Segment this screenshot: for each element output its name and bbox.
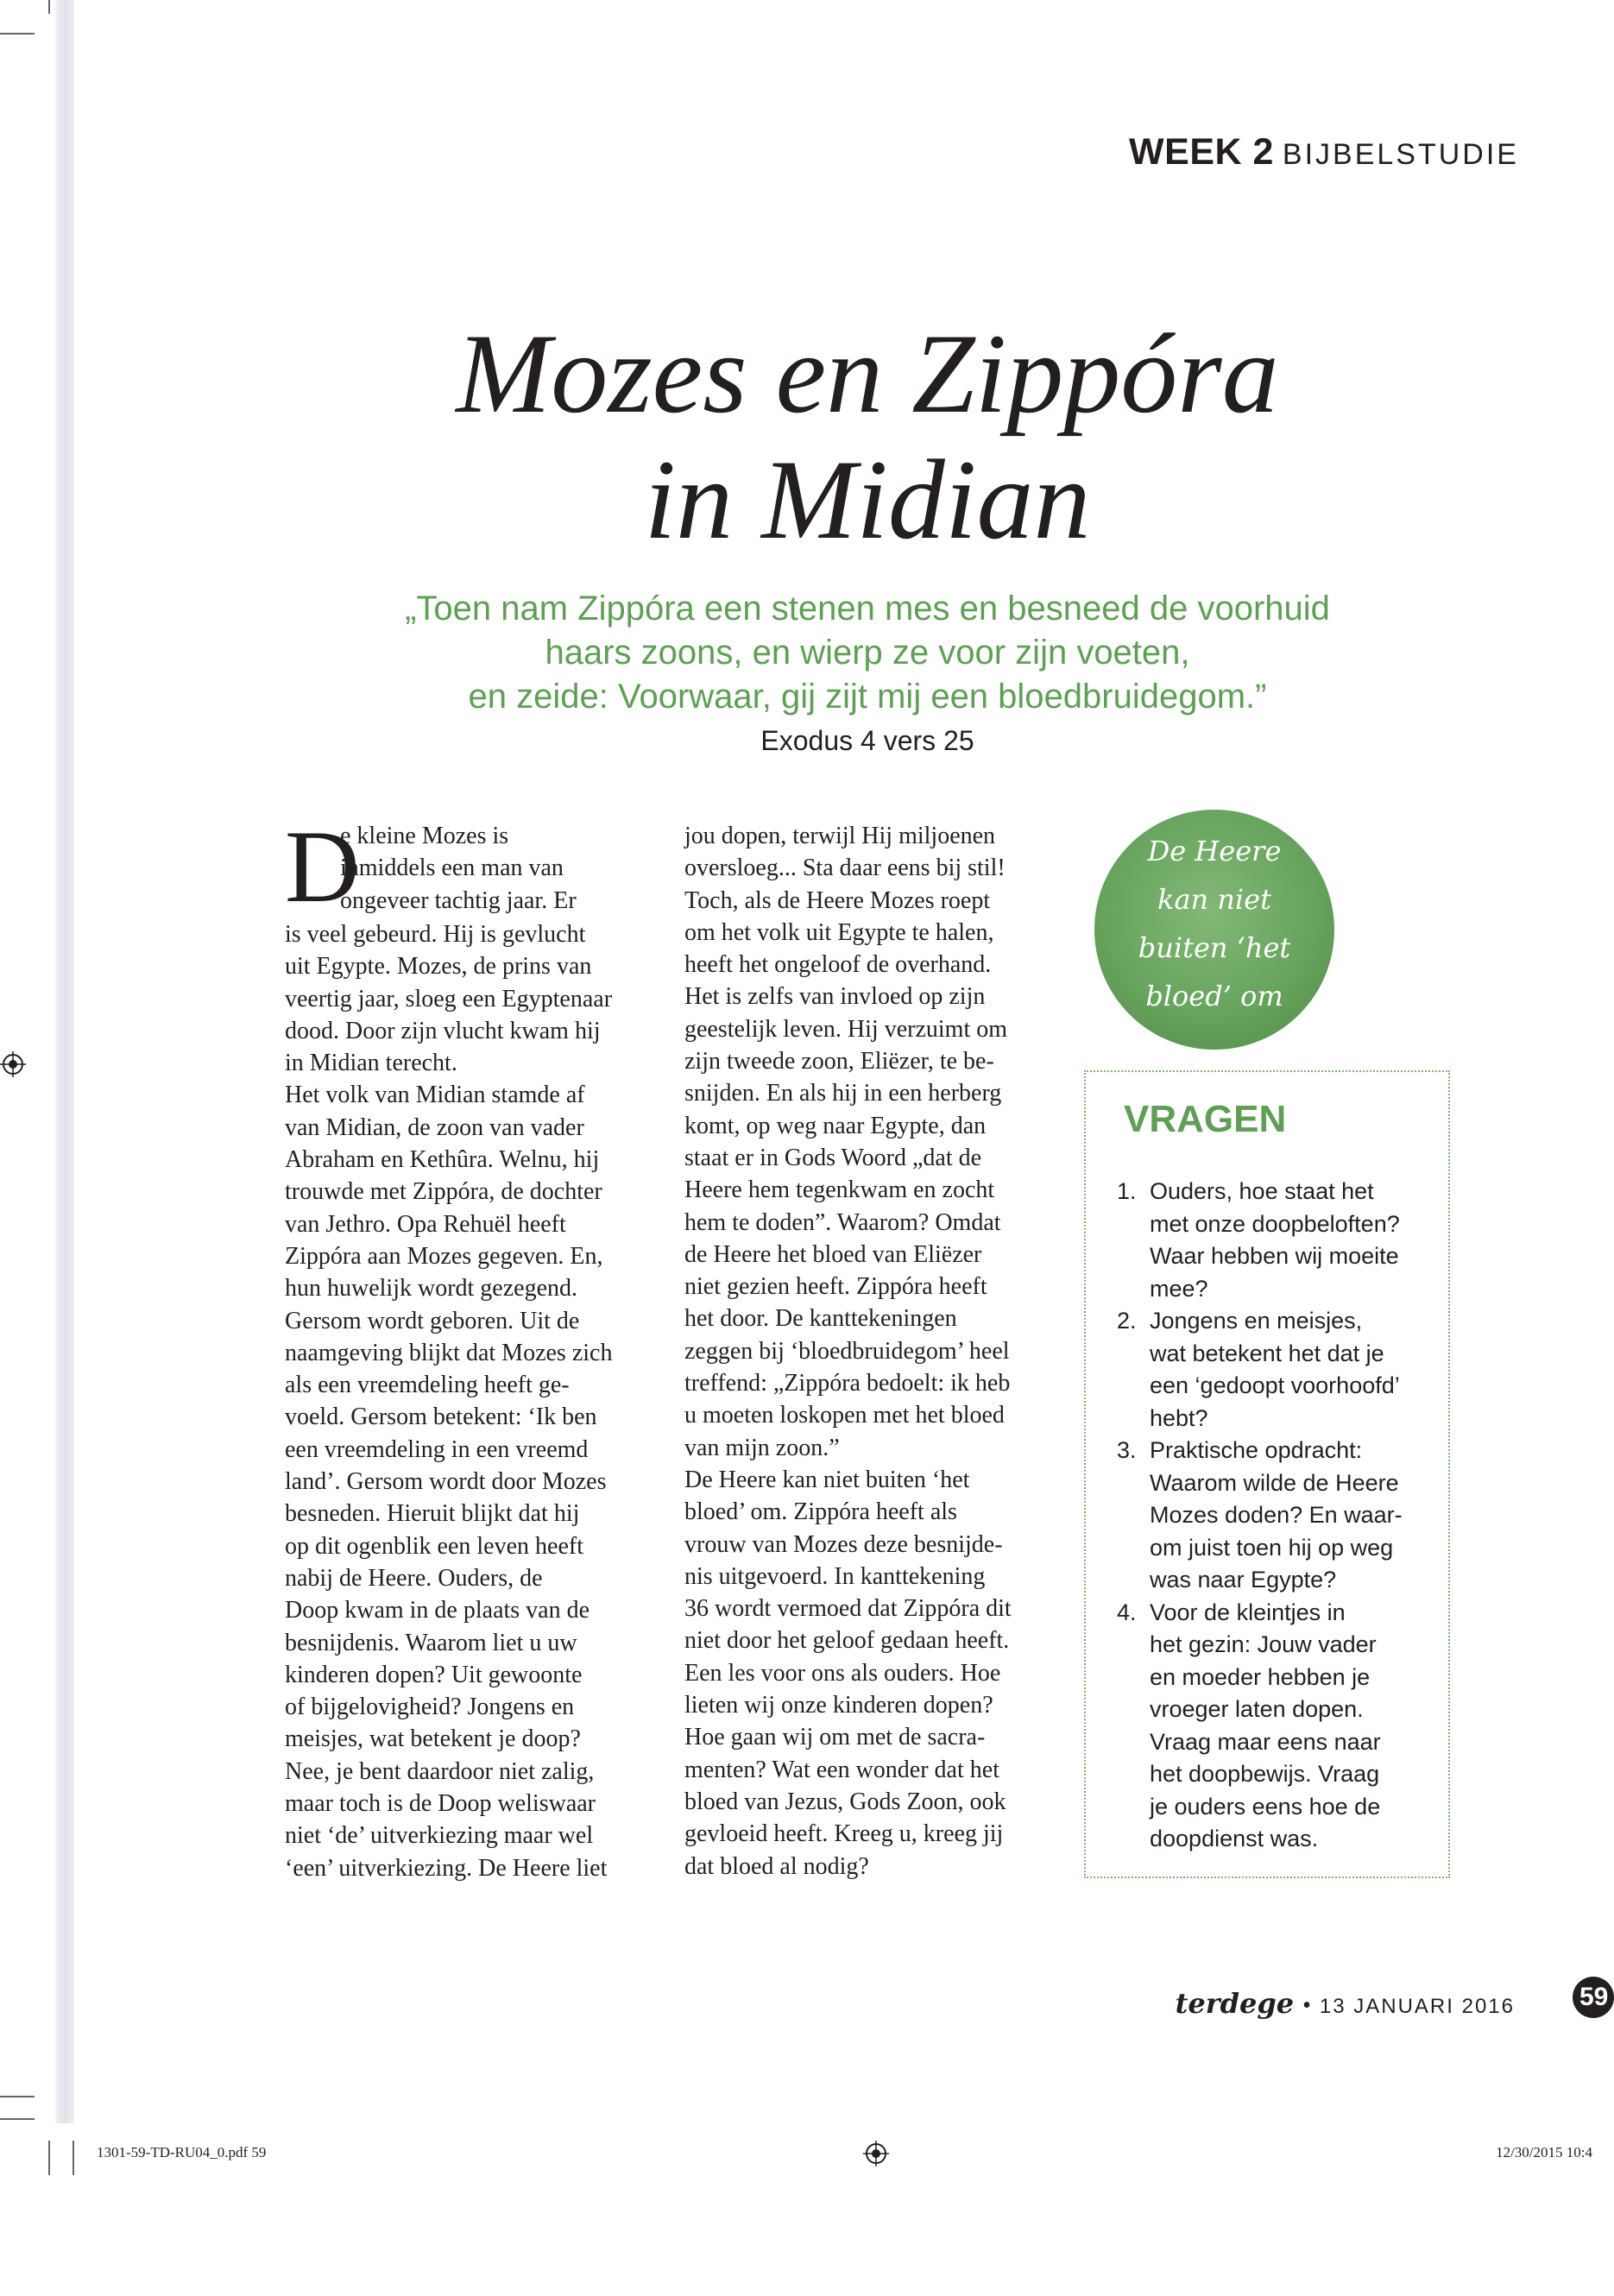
questions-box (1084, 1070, 1450, 1878)
question-line: vroeger laten dopen. (1150, 1696, 1364, 1722)
quote-line: haars zoons, en wierp ze voor zijn voeten, (545, 634, 1190, 672)
body-line: trouwde met Zippóra, de dochter (285, 1178, 602, 1206)
question-number: 4. (1117, 1599, 1137, 1625)
body-line: naamgeving blijkt dat Mozes zich (285, 1339, 613, 1366)
body-line: u moeten loskopen met het bloed (684, 1402, 1005, 1429)
print-slug-date: 12/30/2015 10:4 (1496, 2144, 1592, 2160)
body-line: Het volk van Midian stamde af (285, 1082, 585, 1109)
bible-quote (285, 587, 1450, 719)
body-line: e kleine Mozes is (340, 823, 509, 849)
title-line: in Midian (644, 436, 1091, 563)
article-column-1 (285, 809, 647, 1884)
questions-list (1117, 1176, 1436, 1856)
body-line: het door. De kanttekeningen (684, 1305, 957, 1333)
body-line: zijn tweede zoon, Eliëzer, te be- (684, 1048, 994, 1075)
drop-cap: D (285, 809, 360, 924)
body-line: bloed’ om. Zippóra heeft als (684, 1498, 957, 1526)
registration-mark-icon (863, 2141, 889, 2167)
question-line: met onze doopbeloften? (1150, 1210, 1400, 1237)
body-line: menten? Wat een wonder dat het (684, 1756, 999, 1783)
body-line: nis uitgevoerd. In kanttekening (684, 1562, 986, 1590)
question-line: Voor de kleintjes in (1150, 1599, 1346, 1625)
pull-quote-text (1094, 827, 1334, 1020)
quote-line: en zeide: Voorwaar, gij zijt mij een bloedbruidegom.” (468, 678, 1267, 716)
body-line: uit Egypte. Mozes, de prins van (285, 953, 592, 981)
body-line: niet gezien heeft. Zippóra heeft (684, 1273, 987, 1301)
footer-brand (1176, 1987, 1515, 2020)
question-number: 1. (1117, 1178, 1137, 1204)
crop-mark (73, 2141, 74, 2175)
body-line: jou dopen, terwijl Hij miljoenen (684, 823, 996, 849)
issue-date: 13 JANUARI 2016 (1319, 1995, 1515, 2018)
question-line: en moeder hebben je (1150, 1663, 1371, 1690)
body-line: de Heere het bloed van Eliëzer (684, 1240, 982, 1268)
body-line: Het is zelfs van invloed op zijn (684, 983, 986, 1011)
questions-title: VRAGEN (1124, 1098, 1287, 1140)
question-line: Waar hebben wij moeite (1150, 1243, 1399, 1269)
crop-mark (48, 0, 50, 14)
question-line: hebt? (1150, 1404, 1208, 1431)
body-line: in Midian terecht. (285, 1050, 457, 1077)
question-line: je ouders eens hoe de (1150, 1793, 1381, 1820)
registration-mark-icon (0, 1051, 26, 1077)
article-title (285, 311, 1450, 563)
question-number: 2. (1117, 1308, 1137, 1334)
body-line: zeggen bij ‘bloedbruidegom’ heel (684, 1337, 1010, 1365)
body-line: op dit ogenblik een leven heeft (285, 1532, 583, 1560)
pull-quote-line: kan niet (1157, 883, 1271, 916)
question-item (1117, 1435, 1436, 1597)
body-line: Een les voor ons als ouders. Hoe (684, 1659, 1001, 1687)
question-line: was naar Egypte? (1150, 1567, 1337, 1593)
title-line: Mozes en Zippóra (456, 310, 1279, 437)
question-line: wat betekent het dat je (1150, 1340, 1384, 1366)
question-item (1117, 1305, 1436, 1435)
body-line: Nee, je bent daardoor niet zalig, (285, 1757, 595, 1785)
body-line: hem te doden”. Waarom? Omdat (684, 1208, 1001, 1236)
question-line: Jongens en meisjes, (1150, 1308, 1363, 1334)
question-line: doopdienst was. (1150, 1826, 1319, 1851)
body-line: heeft het ongeloof de overhand. (684, 951, 992, 979)
quote-reference: Exodus 4 vers 25 (760, 725, 974, 756)
page-number: 59 (1573, 1977, 1614, 2018)
body-line: Gersom wordt geboren. Uit de (285, 1307, 580, 1334)
body-line: om het volk uit Egypte te halen, (684, 918, 994, 946)
body-line: land’. Gersom wordt door Mozes (285, 1468, 607, 1496)
body-line: voeld. Gersom betekent: ‘Ik ben (285, 1403, 597, 1431)
quote-line: „Toen nam Zippóra een stenen mes en besneed de voorhuid (405, 590, 1330, 628)
question-line: Vraag maar eens naar (1150, 1728, 1381, 1755)
body-line: treffend: „Zippóra bedoelt: ik heb (684, 1370, 1011, 1397)
body-line: vrouw van Mozes deze besnijde- (684, 1530, 1003, 1558)
body-line: Abraham en Kethûra. Welnu, hij (285, 1146, 600, 1174)
body-line: niet door het geloof gedaan heeft. (684, 1627, 1010, 1655)
body-line: als een vreemdeling heeft ge- (285, 1372, 570, 1399)
body-line: De Heere kan niet buiten ‘het (684, 1466, 970, 1493)
pull-quote-line: bloed’ om (1145, 980, 1283, 1012)
crop-mark (0, 2096, 35, 2097)
footer-separator: • (1302, 1992, 1311, 2019)
body-line: Heere hem tegenkwam en zocht (684, 1176, 995, 1204)
week-label: WEEK 2 (1129, 131, 1274, 173)
question-line: om juist toen hij op weg (1150, 1534, 1394, 1561)
body-line: oversloeg... Sta daar eens bij stil! (684, 855, 1006, 882)
question-line: mee? (1150, 1275, 1208, 1302)
crop-mark (0, 2118, 35, 2120)
body-line: lieten wij onze kinderen dopen? (684, 1692, 993, 1719)
pull-quote-line: buiten ‘het (1138, 931, 1291, 964)
body-line: van Midian, de zoon van vader (285, 1113, 584, 1141)
body-line: meisjes, wat betekent je doop? (285, 1725, 581, 1753)
body-line: geestelijk leven. Hij verzuimt om (684, 1015, 1008, 1043)
body-line: Doop kwam in de plaats van de (285, 1597, 590, 1624)
body-line: besneden. Hieruit blijkt dat hij (285, 1500, 580, 1528)
question-line: het gezin: Jouw vader (1150, 1631, 1377, 1657)
print-slug-file: 1301-59-TD-RU04_0.pdf 59 (97, 2144, 267, 2160)
body-line: 36 wordt vermoed dat Zippóra dit (684, 1595, 1012, 1623)
article-column-2 (684, 820, 1081, 1883)
crop-mark (0, 33, 35, 35)
question-line: het doopbewijs. Vraag (1150, 1761, 1380, 1787)
body-line: besnijdenis. Waarom liet u uw (285, 1629, 577, 1656)
category-label: BIJBELSTUDIE (1282, 138, 1519, 171)
body-line: kinderen dopen? Uit gewoonte (285, 1661, 583, 1688)
body-line: Toch, als de Heere Mozes roept (684, 886, 991, 914)
question-number: 3. (1117, 1437, 1137, 1463)
body-line: staat er in Gods Woord „dat de (684, 1144, 982, 1171)
question-line: Ouders, hoe staat het (1150, 1178, 1374, 1204)
body-line: Zippóra aan Mozes gegeven. En, (285, 1242, 603, 1270)
question-line: Praktische opdracht: (1150, 1437, 1363, 1463)
body-line: van mijn zoon.” (684, 1434, 840, 1461)
body-line: van Jethro. Opa Rehuël heeft (285, 1210, 566, 1238)
body-line: is veel gebeurd. Hij is gevlucht (285, 921, 586, 948)
question-line: Mozes doden? En waar- (1150, 1502, 1403, 1528)
body-line: dat bloed al nodig? (684, 1852, 869, 1880)
pull-quote-line: De Heere (1147, 835, 1282, 867)
pull-quote-circle (1094, 810, 1334, 1050)
body-line: ‘een’ uitverkiezing. De Heere liet (285, 1854, 608, 1882)
crop-mark (48, 2141, 50, 2175)
body-line: nabij de Heere. Ouders, de (285, 1564, 543, 1592)
question-item (1117, 1176, 1436, 1305)
body-line: Hoe gaan wij om met de sacra- (684, 1724, 986, 1751)
body-line: komt, op weg naar Egypte, dan (684, 1112, 987, 1139)
body-line: ongeveer tachtig jaar. Er (340, 886, 577, 914)
body-line: dood. Door zijn vlucht kwam hij (285, 1017, 601, 1044)
magazine-logo: terdege (1175, 1987, 1295, 2020)
body-line: maar toch is de Doop weliswaar (285, 1790, 596, 1818)
body-line: een vreemdeling in een vreemd (285, 1435, 589, 1463)
body-line: hun huwelijk wordt gezegend. (285, 1275, 578, 1303)
body-line: veertig jaar, sloeg een Egyptenaar (285, 985, 613, 1012)
question-line: een ‘gedoopt voorhoofd’ (1150, 1372, 1400, 1398)
question-line: Waarom wilde de Heere (1150, 1469, 1399, 1496)
section-header (1129, 131, 1519, 173)
body-line: inmiddels een man van (340, 855, 564, 882)
body-line: of bijgelovigheid? Jongens en (285, 1694, 575, 1721)
body-line: niet ‘de’ uitverkiezing maar wel (285, 1822, 594, 1850)
body-line: snijden. En als hij in een herberg (684, 1080, 1002, 1107)
body-line: gevloeid heeft. Kreeg u, kreeg jij (684, 1820, 1004, 1848)
question-item (1117, 1597, 1436, 1856)
body-line: bloed van Jezus, Gods Zoon, ook (684, 1788, 1006, 1815)
